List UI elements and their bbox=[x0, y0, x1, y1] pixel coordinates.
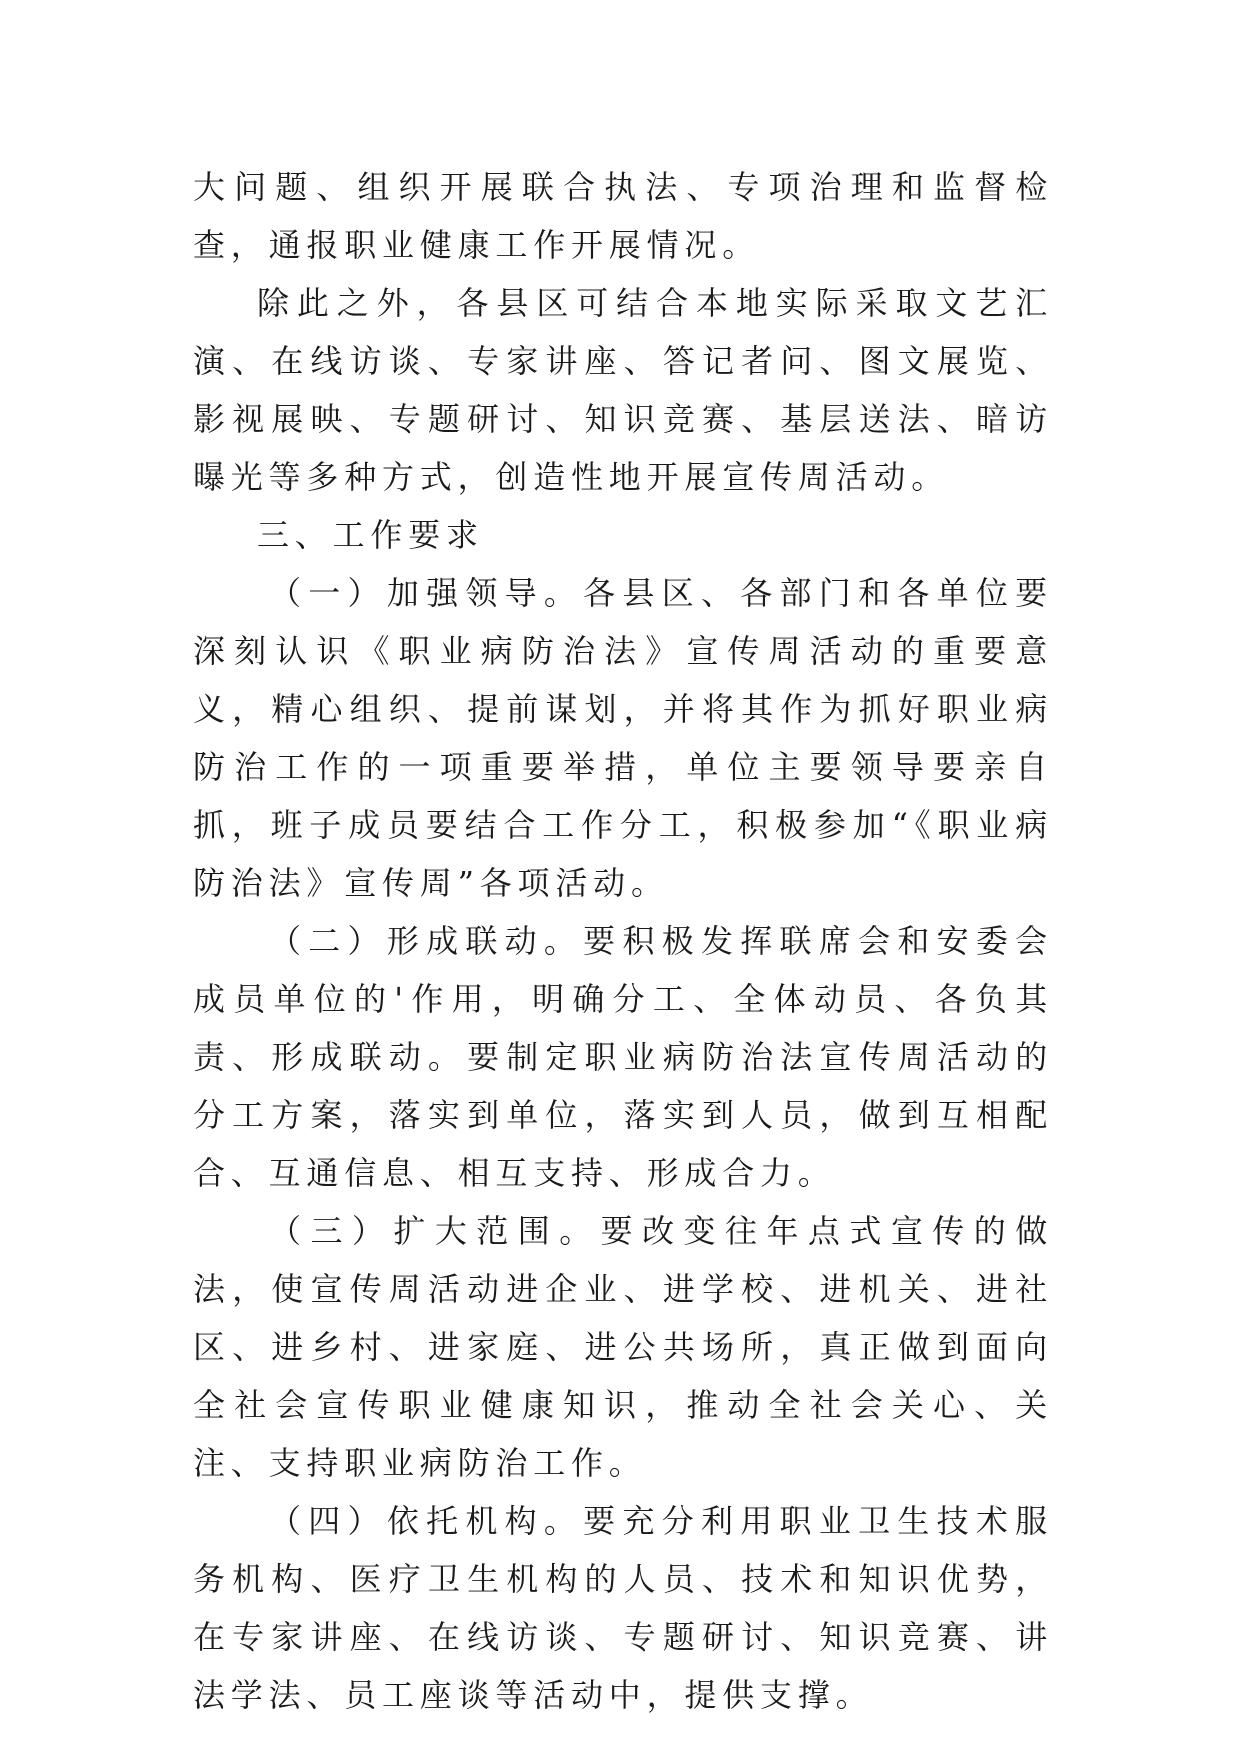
paragraph-strengthen-leadership: （一）加强领导。各县区、各部门和各单位要深刻认识《职业病防治法》宣传周活动的重要意义，精心组织、提前谋划，并将其作为抓好职业病防治工作的一项重要举措，单位主要领导要亲自抓，班子成员要结合工作分工，积极参加“《职业病防治法》宣传周”各项活动。 bbox=[193, 574, 1053, 902]
paragraph-rely-on-institutions: （四）依托机构。要充分利用职业卫生技术服务机构、医疗卫生机构的人员、技术和知识优势，在专家讲座、在线访谈、专题研讨、知识竞赛、讲法学法、员工座谈等活动中，提供支撑。 bbox=[193, 1502, 1053, 1714]
paragraph-form-linkage: （二）形成联动。要积极发挥联席会和安委会成员单位的'作用，明确分工、全体动员、各负其责、形成联动。要制定职业病防治法宣传周活动的分工方案，落实到单位，落实到人员，做到互相配合、互通信息、相互支持、形成合力。 bbox=[193, 922, 1053, 1192]
paragraph-continuation: 大问题、组织开展联合执法、专项治理和监督检查，通报职业健康工作开展情况。 bbox=[193, 168, 1053, 264]
section-heading-work-requirements: 三、工作要求 bbox=[257, 516, 484, 554]
paragraph-expand-scope: （三）扩大范围。要改变往年点式宣传的做法，使宣传周活动进企业、进学校、进机关、进社区、进乡村、进家庭、进公共场所，真正做到面向全社会宣传职业健康知识，推动全社会关心、关注、支持职业病防治工作。 bbox=[193, 1212, 1053, 1482]
document-body bbox=[193, 158, 1053, 1724]
paragraph-other-activities: 除此之外，各县区可结合本地实际采取文艺汇演、在线访谈、专家讲座、答记者问、图文展览、影视展映、专题研讨、知识竞赛、基层送法、暗访曝光等多种方式，创造性地开展宣传周活动。 bbox=[193, 284, 1053, 496]
